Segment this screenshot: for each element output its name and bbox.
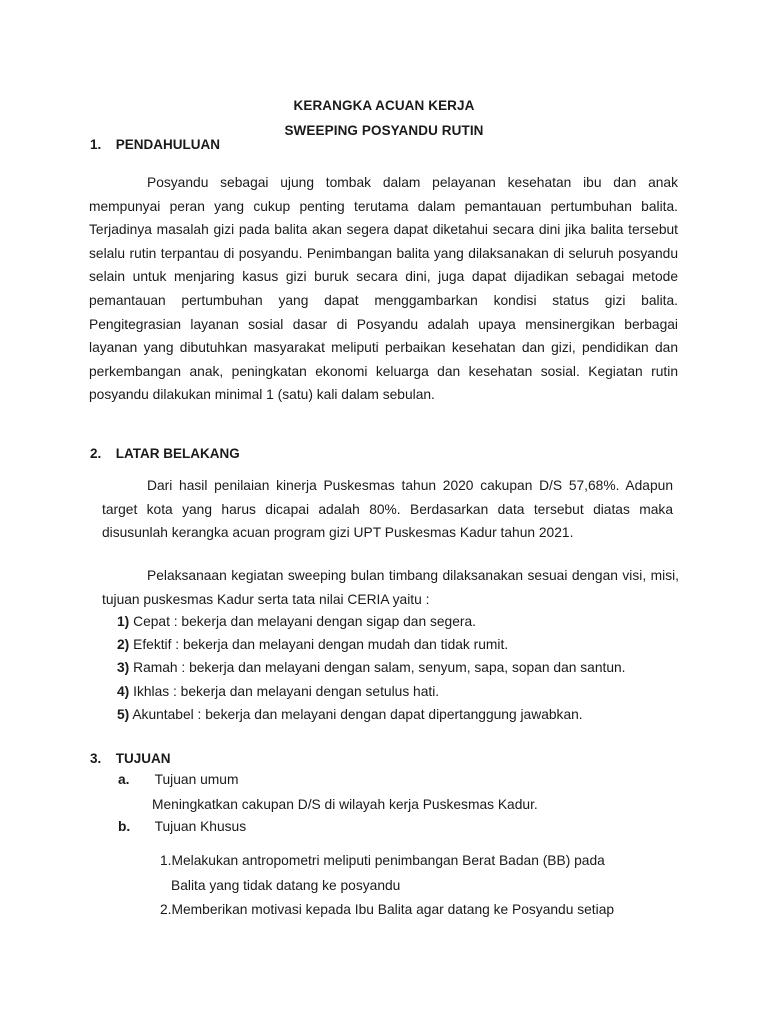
list-number: 2) (117, 637, 130, 653)
list-number: 5) (117, 706, 130, 722)
section-heading-pendahuluan (90, 137, 220, 152)
list-text: Cepat : bekerja dan melayani dengan sigap dan segera. (129, 614, 476, 629)
list-text: Ramah : bekerja dan melayani dengan salam, senyum, sapa, sopan dan santun. (129, 660, 626, 676)
list-text: Efektif : bekerja dan melayani dengan mudah dan tidak rumit. (129, 637, 509, 653)
subsection-tujuan-umum (118, 772, 238, 787)
section-title: PENDAHULUAN (115, 137, 221, 152)
paragraph-text: Posyandu sebagai ujung tombak dalam pelayanan kesehatan ibu dan anak mempunyai peran yang cukup penting terutama dalam pemantauan pertumbuhan balita. Terjadinya masalah gizi pada balita akan segera dapat diketahui secara dini jika balita tersebut selalu rutin terpantau di posyandu. Penimbangan balita yang dilaksanakan di seluruh posyandu selain untuk menjaring kasus gizi buruk secara dini, juga dapat dijadikan sebagai metode pemantauan pertumbuhan yang dapat menggambarkan kondisi status gizi balita. Pengitegrasian layanan sosial dasar di Posyandu adalah upaya mensinergikan berbagai layanan yang dibutuhkan masyarakat meliputi perbaikan kesehatan dan gizi, pendidikan dan perkembangan anak, peningkatan ekonomi keluarga dan kesehatan sosial. Kegiatan rutin posyandu dilakukan minimal 1 (satu) kali dalam sebulan. (89, 175, 678, 403)
section-title: TUJUAN (115, 751, 171, 766)
subsection-title: Tujuan umum (154, 772, 239, 787)
list-item (117, 610, 626, 633)
section-number: 1. (90, 137, 102, 152)
subsection-title: Tujuan Khusus (154, 819, 247, 834)
subsection-letter: b. (118, 819, 131, 834)
list-number: 4) (117, 683, 130, 699)
list-line: 1.Melakukan antropometri meliputi penimbangan Berat Badan (BB) pada (160, 853, 605, 868)
list-text: Ikhlas : bekerja dan melayani dengan setulus hati. (129, 683, 440, 699)
list-item (117, 633, 626, 656)
paragraph-text: Pelaksanaan kegiatan sweeping bulan timbang dilaksanakan sesuai dengan visi, misi, tujuan puskesmas Kadur serta tata nilai CERIA yaitu : (102, 568, 679, 607)
subsection-letter: a. (118, 772, 130, 787)
list-item (117, 703, 626, 726)
paragraph-text: Dari hasil penilaian kinerja Puskesmas tahun 2020 cakupan D/S 57,68%. Adapun target kota yang harus dicapai adalah 80%. Berdasarkan data tersebut diatas maka disusunlah kerangka acuan program gizi UPT Puskesmas Kadur tahun 2021. (102, 478, 673, 541)
list-number: 3) (117, 660, 130, 676)
latar-belakang-paragraph-2 (102, 564, 679, 611)
latar-belakang-paragraph-1 (102, 474, 673, 545)
tujuan-khusus-list (160, 849, 672, 923)
ceria-values-list (117, 610, 626, 726)
list-line-continuation: Balita yang tidak datang ke posyandu (171, 877, 401, 893)
list-item (160, 898, 672, 923)
list-item (160, 849, 672, 898)
section-title: LATAR BELAKANG (115, 446, 240, 461)
list-item (117, 656, 626, 679)
section-number: 2. (90, 446, 102, 461)
section-number: 3. (90, 751, 102, 766)
section-heading-tujuan (90, 751, 171, 766)
tujuan-umum-text: Meningkatkan cakupan D/S di wilayah kerja Puskesmas Kadur. (152, 797, 538, 812)
list-number: 1) (117, 614, 130, 629)
list-item (117, 680, 626, 703)
subsection-tujuan-khusus (118, 819, 246, 834)
list-text: Akuntabel : bekerja dan melayani dengan dapat dipertanggung jawabkan. (129, 706, 583, 722)
document-subtitle: SWEEPING POSYANDU RUTIN (284, 123, 484, 138)
list-line: 2.Memberikan motivasi kepada Ibu Balita agar datang ke Posyandu setiap (160, 902, 615, 918)
document-title: KERANGKA ACUAN KERJA (293, 98, 475, 113)
section-heading-latar-belakang (90, 446, 240, 461)
section-paragraph-pendahuluan (89, 171, 678, 407)
